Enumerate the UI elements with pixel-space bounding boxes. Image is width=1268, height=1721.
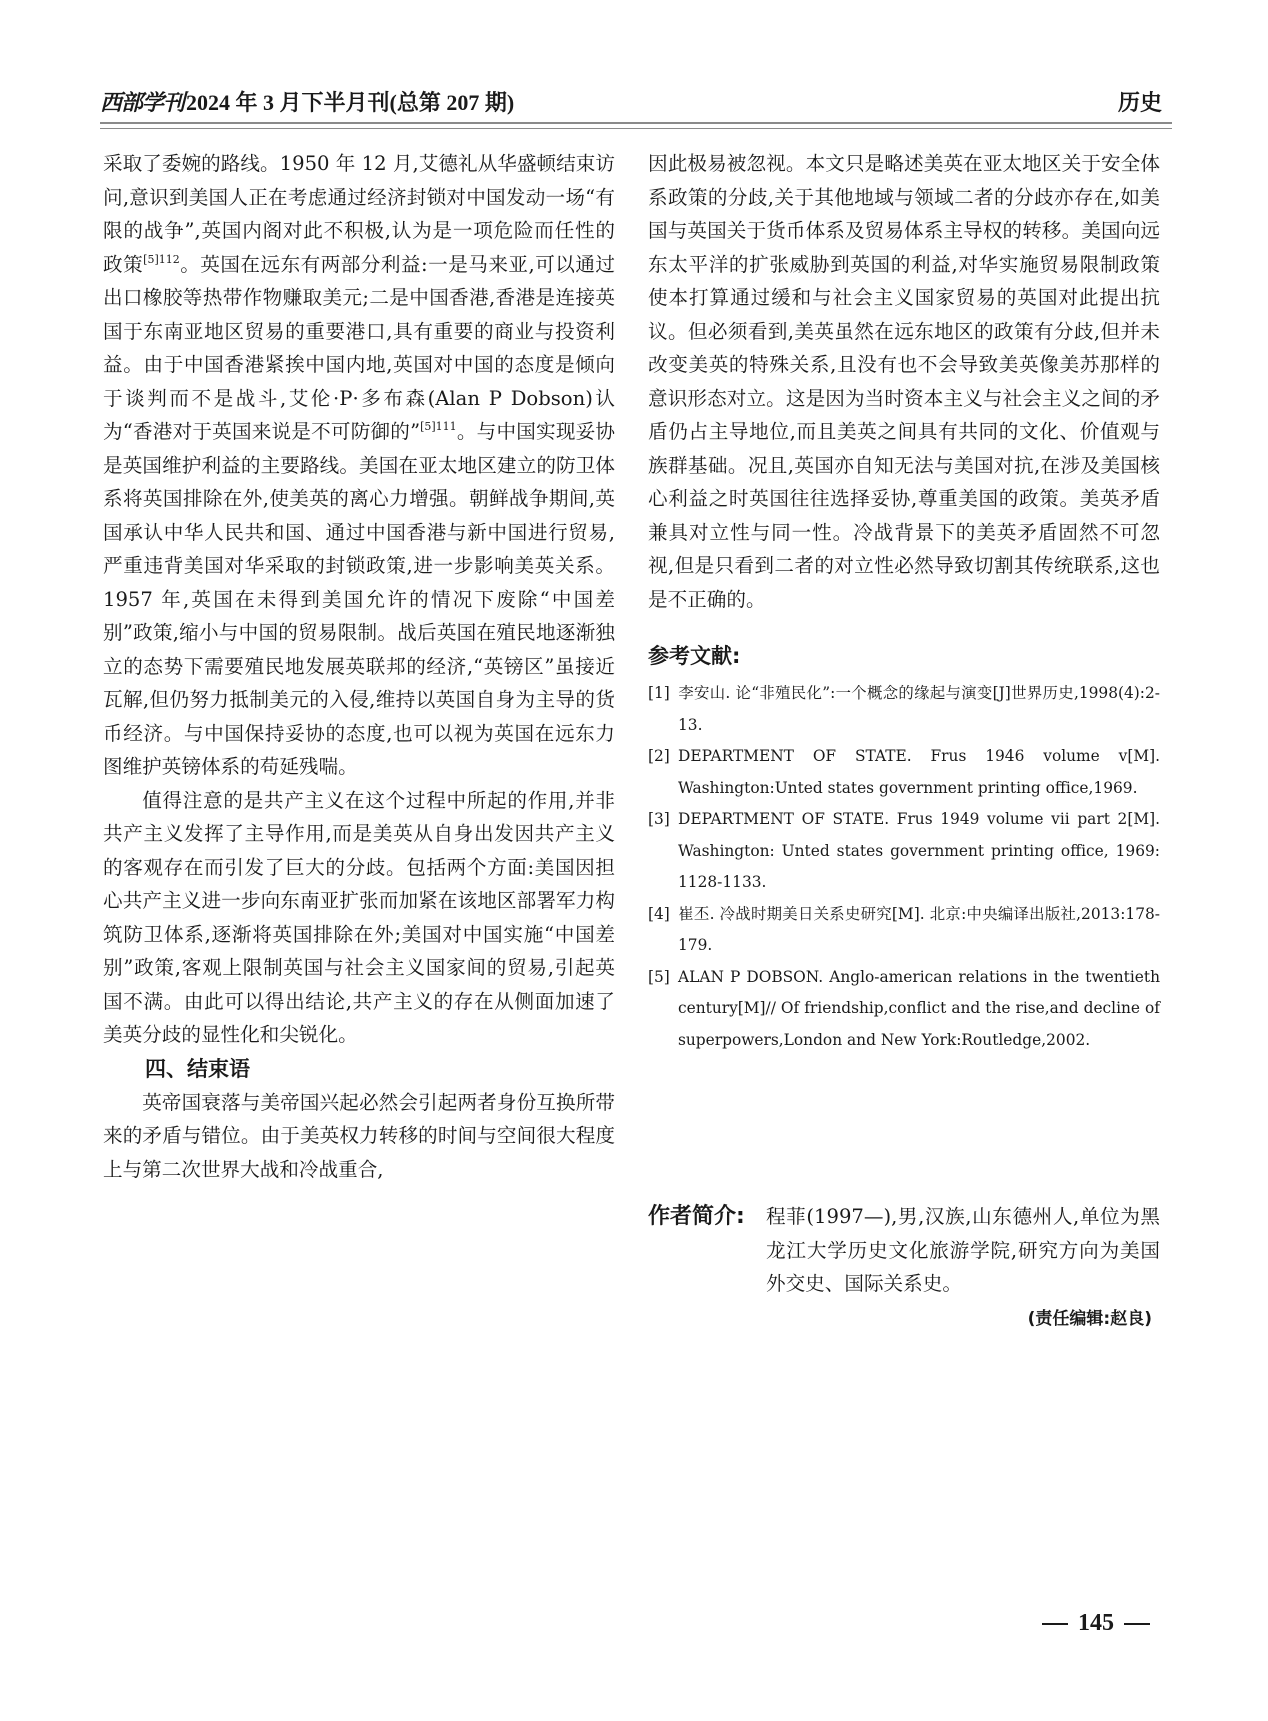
reference-number: [3] [648,810,670,828]
references-title: 参考文献: [648,644,741,668]
citation: [5]111 [420,420,457,433]
paragraph-text: 采取了委婉的路线。1950 年 12 月,艾德礼从华盛顿结束访问,意识到美国人正在考虑通过经济封锁对中国发动一场“有限的战争”,英国内阁对此不积极,认为是一项危险而任性的政策 [103,152,615,276]
section-heading: 四、结束语 [145,1056,250,1081]
reference-item [648,804,1160,899]
issue-label: 2024 年 3 月下半月刊(总第 207 期) [186,90,515,115]
running-header [100,86,1172,122]
dash-decoration [1042,1623,1068,1625]
reference-item [648,962,1160,1057]
reference-item [648,678,1160,741]
author-bio [648,1200,1160,1336]
reference-number: [5] [648,967,670,986]
paragraph-text: 。英国在远东有两部分利益:一是马来亚,可以通过出口橡胶等热带作物赚取美元;二是中国香港,香港是连接英国于东南亚地区贸易的重要港口,具有重要的商业与投资利益。由于中国香港紧挨中国内地,英国对中国的态度是倾向于谈判而不是战斗,艾伦·P·多布森(Alan P Dobson)认为“香港对于英国来说是不可防御的” [103,252,616,443]
dash-decoration [1124,1623,1150,1625]
body-paragraph: 因此极易被忽视。本文只是略述美英在亚太地区关于安全体系政策的分歧,关于其他地域与领域二者的分歧亦存在,如美国与英国关于货币体系及贸易体系主导权的转移。美国向远东太平洋的扩张威胁到英国的利益,对华实施贸易限制政策使本打算通过缓和与社会主义国家贸易的英国对此提出抗议。但必须看到,美英虽然在远东地区的政策有分歧,但并未改变美英的特殊关系,且没有也不会导致美英像美苏那样的意识形态对立。这是因为当时资本主义与社会主义之间的矛盾仍占主导地位,而且美英之间具有共同的文化、价值观与族群基础。况且,英国亦自知无法与美国对抗,在涉及美国核心利益之时英国往往选择妥协,尊重美国的政策。美英矛盾兼具对立性与同一性。冷战背景下的美英矛盾固然不可忽视,但是只看到二者的对立性必然导致切割其传统联系,这也是不正确的。 [648,152,1160,611]
body-paragraph: 值得注意的是共产主义在这个过程中所起的作用,并非共产主义发挥了主导作用,而是美英从自身出发因共产主义的客观存在而引发了巨大的分歧。包括两个方面:美国因担心共产主义进一步向东南亚扩张而加紧在该地区部署军力构筑防卫体系,逐渐将英国排除在外;美国对中国实施“中国差别”政策,客观上限制英国与社会主义国家间的贸易,引起英国不满。由此可以得出结论,共产主义的存在从侧面加速了美英分歧的显性化和尖锐化。 [103,788,615,1046]
body-paragraph: 英帝国衰落与美帝国兴起必然会引起两者身份互换所带来的矛盾与错位。由于美英权力转移的时间与空间很大程度上与第二次世界大战和冷战重合, [103,1090,615,1181]
reference-number: [2] [648,747,670,765]
reference-number: [1] [648,684,670,702]
author-bio-text: 程菲(1997—),男,汉族,山东德州人,单位为黑龙江大学历史文化旅游学院,研究方向为美国外交史、国际关系史。 [766,1205,1160,1295]
right-column [648,147,1160,1056]
reference-text: ALAN P DOBSON. Anglo-american relations in the twentieth century[M]// Of friendship,conflict and the rise,and decline of superpowers,London and New York:Routledge,2002. [678,967,1160,1049]
reference-text: DEPARTMENT OF STATE. Frus 1946 volume v[M]. Washington:Unted states government printing office,1969. [678,747,1160,797]
section-label: 历史 [1117,91,1162,116]
reference-text: 崔丕. 冷战时期美日关系史研究[M]. 北京:中央编译出版社,2013:178-179. [678,904,1160,954]
editor-credit: (责任编辑:赵良) [1027,1308,1152,1329]
reference-item [648,899,1160,962]
reference-item [648,741,1160,804]
reference-text: 李安山. 论“非殖民化”:一个概念的缘起与演变[J]世界历史,1998(4):2-13. [678,684,1160,734]
left-column [103,147,615,1186]
author-bio-label: 作者简介: [648,1204,745,1229]
paragraph-text: 。与中国实现妥协是英国维护利益的主要路线。美国在亚太地区建立的防卫体系将英国排除在外,使美英的离心力增强。朝鲜战争期间,英国承认中华人民共和国、通过中国香港与新中国进行贸易,严重违背美国对华采取的封锁政策,进一步影响美英关系。1957 年,英国在未得到美国允许的情况下废除“中国差别”政策,缩小与中国的贸易限制。战后英国在殖民地逐渐独立的态势下需要殖民地发展英联邦的经济,“英镑区”虽接近瓦解,但仍努力抵制美元的入侵,维持以英国自身为主导的货币经济。与中国保持妥协的态度,也可以视为英国在远东力图维护英镑体系的苟延残喘。 [103,420,615,778]
header-divider [100,122,1172,129]
page-number: 145 [1078,1610,1114,1636]
page-number-footer [1032,1610,1160,1637]
references-list [648,678,1160,1056]
citation: [5]112 [143,252,180,266]
reference-text: DEPARTMENT OF STATE. Frus 1949 volume vii part 2[M]. Washington: Unted states government printing office, 1969: 1128-1133. [678,810,1160,891]
body-paragraph [103,147,615,784]
journal-issue-header [100,86,514,117]
reference-number: [4] [648,904,670,923]
journal-logo: 西部学刊 [100,90,185,116]
